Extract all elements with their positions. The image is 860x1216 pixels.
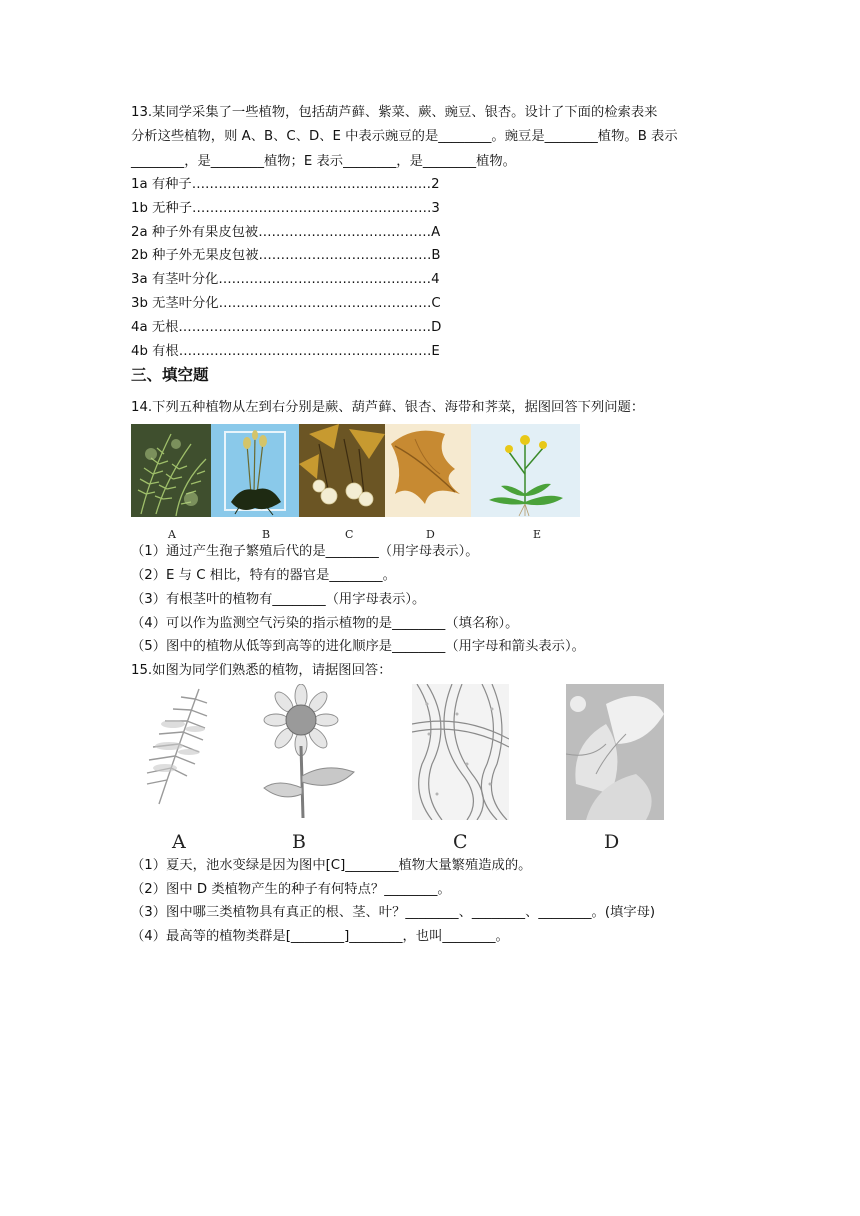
figure-label-c: C: [453, 831, 468, 853]
fern-frond-drawing: [129, 684, 215, 808]
photo-label-a: A: [168, 528, 176, 541]
ginkgo-photo: [299, 424, 385, 517]
photo-label-e: E: [533, 528, 542, 541]
sunflower-drawing: [256, 684, 356, 820]
ginkgo-leaf-drawing: [566, 684, 664, 820]
q14-question-4: （4）可以作为监测空气污染的指示植物的是________（填名称）。: [131, 616, 519, 631]
q14-question-1: （1）通过产生孢子繁殖后代的是________（用字母表示）。: [131, 544, 479, 559]
key-row-3a: 3a 有茎叶分化…………………………………………4: [131, 272, 440, 287]
shepherds-purse-photo: [471, 424, 580, 517]
q13-text-line-3: ________，是________植物；E 表示________，是________植物。: [131, 154, 516, 169]
key-row-4a: 4a 无根…………………………………………………D: [131, 320, 442, 335]
algae-drawing: [412, 684, 509, 820]
key-row-1a: 1a 有种子………………………………………………2: [131, 177, 440, 192]
key-row-2a: 2a 种子外有果皮包被…………………………………A: [131, 225, 441, 240]
q15-question-4: （4）最高等的植物类群是[________]________，也叫________。: [131, 929, 509, 944]
photo-label-d: D: [426, 528, 435, 541]
key-row-2b: 2b 种子外无果皮包被…………………………………B: [131, 248, 441, 263]
key-row-3b: 3b 无茎叶分化…………………………………………C: [131, 296, 441, 311]
key-row-1b: 1b 无种子………………………………………………3: [131, 201, 440, 216]
section-title: 三、填空题: [131, 366, 209, 384]
fern-photo: [131, 424, 211, 517]
q14-question-3: （3）有根茎叶的植物有________（用字母表示）。: [131, 592, 426, 607]
figure-label-a: A: [172, 831, 186, 853]
q14-question-5: （5）图中的植物从低等到高等的进化顺序是________（用字母和箭头表示）。: [131, 639, 585, 654]
q13-text-line-2: 分析这些植物，则 A、B、C、D、E 中表示豌豆的是________。豌豆是________植物。B 表示: [131, 129, 678, 144]
q15-intro: 15.如图为同学们熟悉的植物，请据图回答：: [131, 663, 392, 678]
figure-label-d: D: [604, 831, 620, 853]
q15-question-1: （1）夏天，池水变绿是因为图中[C]________植物大量繁殖造成的。: [131, 858, 532, 873]
q14-question-2: （2）E 与 C 相比，特有的器官是________。: [131, 568, 396, 583]
q15-question-3: （3）图中哪三类植物具有真正的根、茎、叶？________、________、________。(填字母): [131, 905, 656, 920]
kelp-photo: [385, 424, 471, 517]
q15-question-2: （2）图中 D 类植物产生的种子有何特点？________。: [131, 882, 451, 897]
q14-intro: 14.下列五种植物从左到右分别是蕨、葫芦藓、银杏、海带和荠菜，据图回答下列问题：: [131, 400, 645, 415]
key-row-4b: 4b 有根…………………………………………………E: [131, 344, 440, 359]
photo-label-b: B: [262, 528, 271, 541]
q13-text-line-1: 13.某同学采集了一些植物，包括葫芦藓、紫菜、蕨、豌豆、银杏。设计了下面的检索表来: [131, 105, 658, 120]
figure-label-b: B: [292, 831, 306, 853]
moss-photo: [211, 424, 299, 517]
photo-label-c: C: [345, 528, 354, 541]
